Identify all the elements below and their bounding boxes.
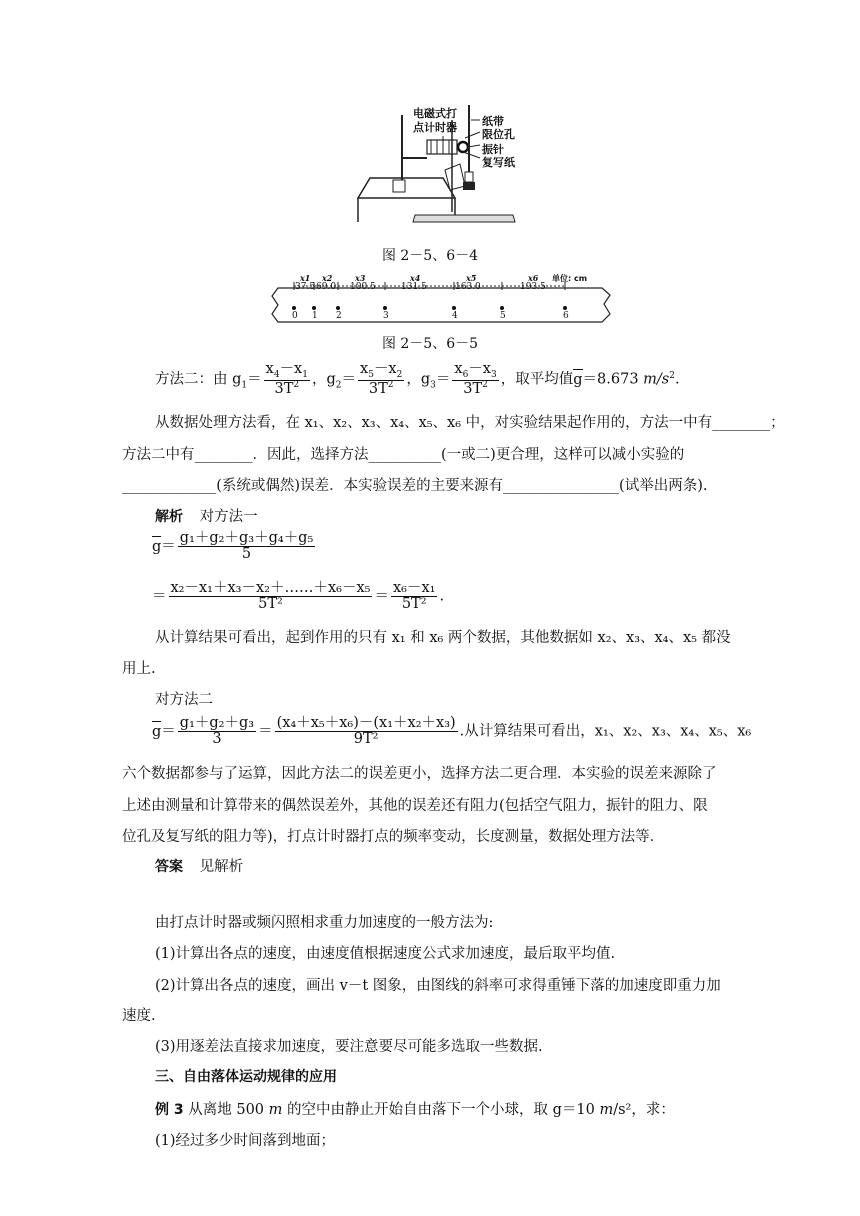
method2-title: 对方法二 (155, 692, 213, 708)
answer-label: 答案 (155, 859, 183, 875)
eq4-numerator: g₁＋g₂＋g₃ (179, 715, 255, 731)
conclusion2-line-1: 六个数据都参与了运算，因此方法二的误差更小，选择方法二更合理．本实验的误差来源除了 (122, 766, 717, 782)
summary-intro: 由打点计时器或频闪照相求重力加速度的一般方法为: (155, 915, 494, 931)
summary-item-1: (1)计算出各点的速度，由速度值根据速度公式求加速度，最后取平均值. (155, 946, 616, 962)
answer-line (155, 855, 243, 876)
unit-s: /s (656, 371, 670, 388)
analysis-label: 解析 (155, 509, 183, 525)
eq1-numerator: g₁＋g₂＋g₃＋g₄＋g₅ (179, 530, 314, 546)
point-1: 1 (312, 311, 318, 321)
conclusion1-line-1: 从计算结果可看出，起到作用的只有 x₁ 和 x₆ 两个数据，其他数据如 x₂、x₃、x₄、x₅ 都没 (155, 630, 731, 646)
eq1-denominator: 5 (241, 546, 252, 563)
conclusion1-line-2: 用上. (122, 661, 156, 677)
eq2-denominator: 5T² (258, 596, 283, 613)
eq4-denominator: 3 (212, 731, 222, 748)
eq1: g＝ $\frac{\text{g₁＋g₂＋g₃＋g₄＋g₅}}{5}$ (152, 530, 314, 563)
seg-name-x3: x3 (355, 273, 366, 283)
seg-value-x2: 69.0 (316, 282, 337, 292)
question-line-1: 从数据处理方法看，在 x₁、x₂、x₃、x₄、x₅、x₆ 中，对实验结果起作用的，方法一中有________； (155, 415, 785, 431)
g-bar: g (573, 372, 582, 388)
g2-fraction: $\frac{x_5-x_2}{3T^2}$ (360, 361, 403, 398)
point-0: 0 (292, 311, 298, 321)
seg-name-x2: x2 (322, 273, 333, 283)
label-hole: 限位孔 (482, 128, 515, 141)
seg-name-x6: x6 (528, 273, 539, 283)
figure2-caption: 图 2－5、6－5 (381, 336, 479, 352)
method2-line: 方法二：由 $g_1=$ $\frac{x_4-x_1}{3T^2}$ ，$g_2=$ $\frac{x_5-x_2}{3T^2}$ ，$g_3=$ $\frac{x_6-x_3}{3T^2}$ ，取平均值 g＝8.673 $m/s^2$. (155, 361, 680, 398)
seg-value-x6: 193.5 (520, 282, 546, 292)
eq4: g＝ $\frac{\text{g₁＋g₂＋g₃}}{3}$ ＝ $\frac{\text{(x₄＋x₅＋x₆)－(x₁＋x₂＋x₃)}}{\text{9T²}}$ .从计算结果可看出，x₁、x₂、x₃、x₄、x₅、x₆ (152, 715, 752, 748)
seg-value-x5: 163.0 (455, 282, 481, 292)
eq3-numerator: x₆－x₁ (392, 580, 436, 596)
label-carbon: 复写纸 (482, 156, 515, 169)
summary-item-2-line-1: (2)计算出各点的速度，画出 v－t 图象，由图线的斜率可求得重锤下落的加速度即重力加 (155, 978, 721, 994)
eq5-tail: .从计算结果可看出，x₁、x₂、x₃、x₄、x₅、x₆ (459, 723, 752, 740)
seg-value-x3: 100.5 (350, 282, 376, 292)
g1-fraction: $\frac{x_4-x_1}{3T^2}$ (265, 361, 308, 398)
section3-title: 三、自由落体运动规律的应用 (155, 1069, 337, 1085)
eq3-denominator: 5T² (401, 596, 427, 613)
eq5-numerator: (x₄＋x₅＋x₆)－(x₁＋x₂＋x₃) (276, 715, 456, 731)
tape-unit: 单位: cm (552, 274, 588, 283)
g3-fraction: $\frac{x_6-x_3}{3T^2}$ (454, 361, 497, 398)
method1-title: 对方法一 (199, 509, 258, 525)
example3-line (155, 1098, 675, 1119)
summary-item-3: (3)用逐差法直接求加速度，要注意要尽可能多选取一些数据. (155, 1039, 543, 1055)
method2-end: . (674, 371, 680, 388)
question-line-2: 方法二中有________．因此，选择方法__________(一或二)更合理，这样可以减小实验的 (122, 447, 685, 463)
analysis-header (155, 505, 258, 526)
seg-value-x1: 37.5 (295, 282, 316, 292)
seg-name-x4: x4 (410, 273, 421, 283)
example3-unit-s2: /s²，求： (613, 1102, 675, 1118)
example3-text-b: 的空中由静止开始自由落下一个小球，取 g＝10 (287, 1102, 595, 1118)
seg-name-x5: x5 (466, 273, 477, 283)
conclusion2-line-2: 上述由测量和计算带来的偶然误差外，其他的误差还有阻力(包括空气阻力，振针的阻力、限 (122, 798, 708, 814)
avg-label: ，取平均值 (500, 371, 574, 388)
summary-item-2-line-2: 速度. (122, 1008, 156, 1024)
conclusion2-line-3: 位孔及复写纸的阻力等)，打点计时器打点的频率变动，长度测量，数据处理方法等． (122, 829, 665, 845)
example3-unit-ms: m (599, 1102, 614, 1118)
question-line-3: _____________(系统或偶然)误差．本实验误差的主要来源有________________(试举出两条). (122, 478, 708, 494)
eq5-denominator: 9T² (353, 731, 379, 748)
seg-value-x4: 131.5 (401, 282, 427, 292)
figure1-caption: 图 2－5、6－4 (381, 248, 479, 264)
label-tape: 纸带 (482, 115, 504, 128)
example3-unit-m: m (268, 1102, 283, 1118)
label-timer-1: 电磁式打 (413, 107, 457, 120)
point-4: 4 (452, 311, 458, 321)
seg-name-x1: x1 (300, 273, 311, 283)
point-6: 6 (563, 311, 569, 321)
label-needle: 振针 (482, 143, 504, 156)
g-avg-value: ＝8.673 (582, 371, 639, 388)
point-5: 5 (500, 311, 506, 321)
unit-m: m (643, 371, 657, 388)
point-3: 3 (383, 311, 389, 321)
example3-label: 例 3 (155, 1102, 184, 1118)
label-timer-2: 点计时器 (413, 121, 457, 134)
eq2: ＝ $\frac{\text{x₂－x₁＋x₃－x₂＋……＋x₆－x₅}}{\text{5T²}}$ ＝ $\frac{\text{x₆－x₁}}{\text{5T²}}$ . (152, 580, 445, 613)
method2-prefix: 方法二：由 g (155, 371, 242, 388)
eq2-numerator: x₂－x₁＋x₃－x₂＋……＋x₆－x₅ (170, 580, 371, 596)
example3-q1: (1)经过多少时间落到地面； (155, 1133, 336, 1149)
answer-text: 见解析 (199, 859, 244, 875)
point-2: 2 (336, 311, 342, 321)
example3-text-a: 从离地 500 (188, 1102, 265, 1118)
